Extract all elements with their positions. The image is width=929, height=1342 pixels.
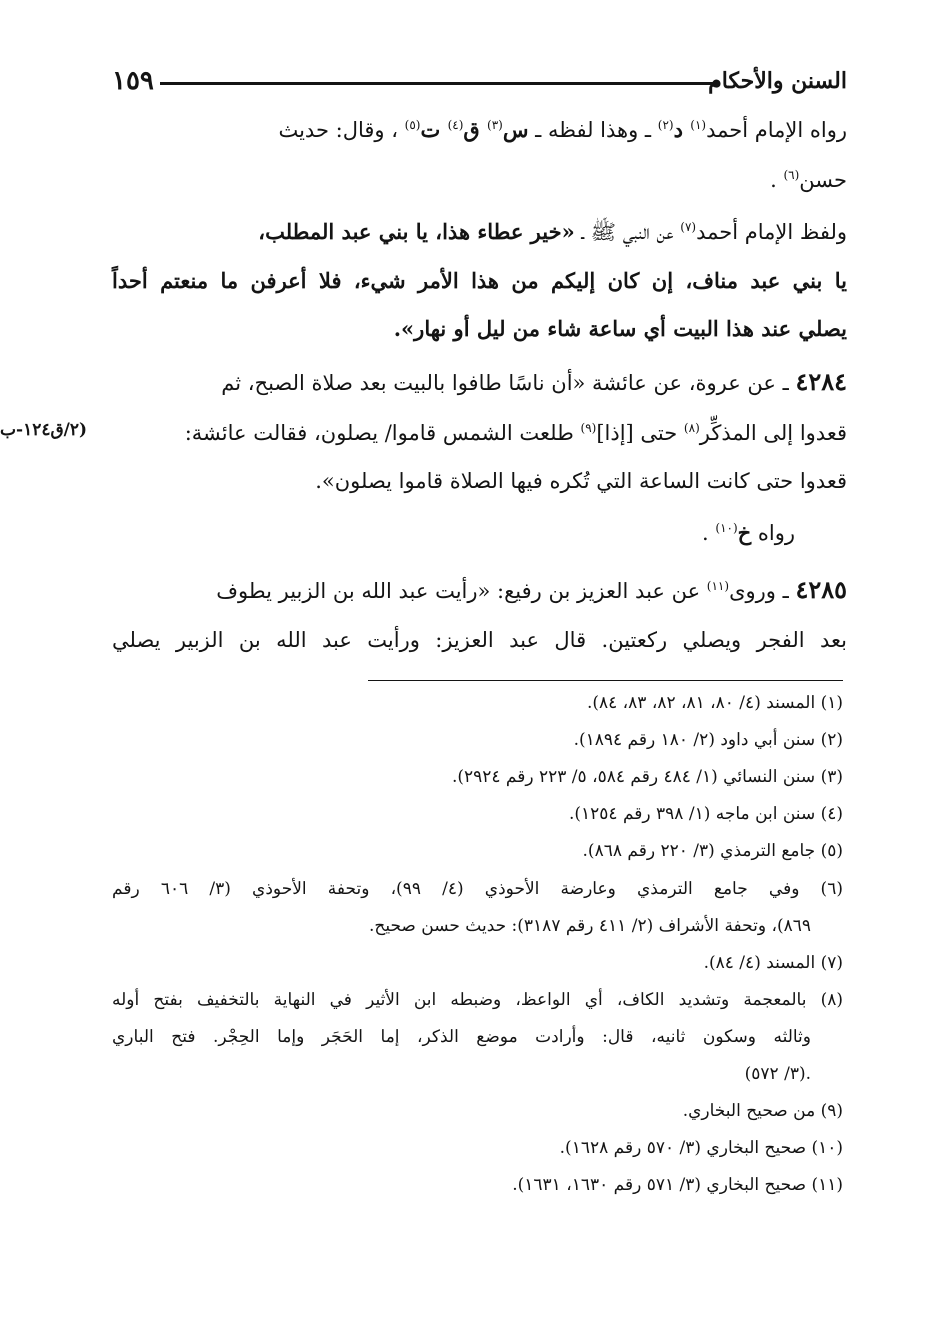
footnote-ref: (٨): [683, 421, 700, 435]
footnote-10: (١٠) صحيح البخاري (٣/ ٥٧٠ رقم ١٦٢٨).: [559, 1138, 843, 1158]
footnote-ref: (١): [690, 118, 707, 132]
hadith-4285-line-2: بعد الفجر ويصلي ركعتين. قال عبد العزيز: ورأيت عبد الله بن الزبير يصلي: [112, 628, 847, 652]
body-line-3: [258, 217, 847, 247]
manuscript-margin-note: (٢/ق١٢٤-ب: [0, 420, 88, 440]
hadith-4285-line-1: [216, 575, 847, 606]
body-line-4: يا بني عبد مناف، إن كان إليكم من هذا الأمر شيء، فلا أعرفن ما منعتم أحداً: [112, 268, 847, 293]
footnote-8: (٨) بالمعجمة وتشديد الكاف، أي الواعظ، وضبطه ابن الأثير في النهاية بالتخفيف بفتح أوله: [112, 990, 843, 1010]
footnote-ref: (٥): [404, 118, 421, 132]
hadith-text: «خير عطاء هذا، يا بني عبد المطلب،: [258, 219, 575, 244]
hadith-number: ٤٢٨٤: [795, 367, 847, 396]
hadith-number: ٤٢٨٥: [795, 575, 847, 604]
footnote-1: (١) المسند (٤/ ٨٠، ٨١، ٨٢، ٨٣، ٨٤).: [586, 693, 843, 713]
text-run: .: [702, 521, 716, 545]
footnote-ref: (٩): [580, 421, 597, 435]
footnote-5: (٥) جامع الترمذي (٣/ ٢٢٠ رقم ٨٦٨).: [582, 841, 843, 861]
footnote-9: (٩) من صحيح البخاري.: [682, 1101, 843, 1121]
footnote-6: (٦) وفي جامع الترمذي وعارضة الأحوذي (٤/ ٩٩)، وتحفة الأحوذي (٣/ ٦٠٦ رقم: [112, 879, 843, 899]
body-line-1: [278, 115, 847, 145]
hadith-4284-line-3: قعدوا حتى كانت الساعة التي تُكره فيها الصلاة قاموا يصلون».: [315, 469, 847, 493]
header-rule: [160, 82, 719, 85]
symbol-dal: د: [673, 117, 691, 142]
text-run: رواه الإمام أحمد: [706, 118, 847, 142]
footnote-11: (١١) صحيح البخاري (٣/ ٥٧١ رقم ١٦٣٠، ١٦٣١).: [512, 1175, 843, 1195]
body-line-2: [770, 165, 847, 195]
text-run: عن النبي ﷺ ـ: [574, 220, 681, 244]
symbol-kha: خ: [737, 520, 752, 545]
text-run: طلعت الشمس قاموا/ يصلون، فقالت عائشة:: [184, 421, 581, 445]
text-run: قعدوا إلى المذكِّر: [699, 421, 847, 445]
footnote-4: (٤) سنن ابن ماجه (١/ ٣٩٨ رقم ١٢٥٤).: [568, 804, 843, 824]
text-run: ـ وروى: [729, 579, 796, 603]
footnote-2: (٢) سنن أبي داود (٢/ ١٨٠ رقم ١٨٩٤).: [573, 730, 843, 750]
text-run: حتى [إذا]: [596, 421, 684, 445]
footnote-8-cont: وثالثه وسكون ثانيه، قال: وأرادت موضع الذكر، إما الحَجَر وإما الحِجْر. فتح الباري: [112, 1027, 811, 1047]
footnote-8-cont-2: (٣/ ٥٧٢).: [744, 1064, 811, 1084]
page-number: ١٥٩: [112, 66, 154, 96]
text-run: ـ وهذا لفظه ـ: [528, 118, 658, 142]
text-run: ، وقال: حديث: [278, 118, 405, 142]
hadith-4284-line-1: [221, 367, 847, 398]
symbol-qaf: ق: [463, 117, 488, 142]
body-line-5: يصلي عند هذا البيت أي ساعة شاء من ليل أو نهار».: [393, 316, 847, 341]
footnote-7: (٧) المسند (٤/ ٨٤).: [703, 953, 843, 973]
footnote-6-cont: ٨٦٩)، وتحفة الأشراف (٢/ ٤١١ رقم ٣١٨٧): حديث حسن صحيح.: [368, 916, 811, 936]
footnote-ref: (٢): [657, 118, 674, 132]
text-run: رواه: [751, 521, 795, 545]
attribution-line: [702, 518, 795, 548]
footnote-ref: (٤): [447, 118, 464, 132]
text-run: ولفظ الإمام أحمد: [696, 220, 847, 244]
hadith-4284-line-2: [185, 418, 847, 448]
text-run: ـ عن عروة، عن عائشة «أن ناسًا طافوا بالبيت بعد صلاة الصبح، ثم: [221, 371, 796, 395]
footnote-ref: (١١): [706, 579, 730, 593]
footnote-3: (٣) سنن النسائي (١/ ٤٨٤ رقم ٥٨٤، ٥/ ٢٢٣ رقم ٢٩٢٤).: [451, 767, 843, 787]
footnote-ref: (٦): [783, 168, 800, 182]
footnote-ref: (٧): [680, 220, 697, 234]
footnote-separator: [368, 680, 843, 681]
footnote-ref: (٣): [487, 118, 503, 132]
symbol-sin: س: [502, 117, 529, 142]
footnote-ref: (١٠): [715, 521, 738, 535]
text-run: حسن: [799, 168, 847, 192]
symbol-ta: ت: [420, 117, 448, 142]
page-header: [112, 68, 847, 104]
text-run: .: [770, 168, 784, 192]
running-title: السنن والأحكام: [708, 68, 847, 94]
text-run: عن عبد العزيز بن رفيع: «رأيت عبد الله بن الزبير يطوف: [216, 579, 707, 603]
